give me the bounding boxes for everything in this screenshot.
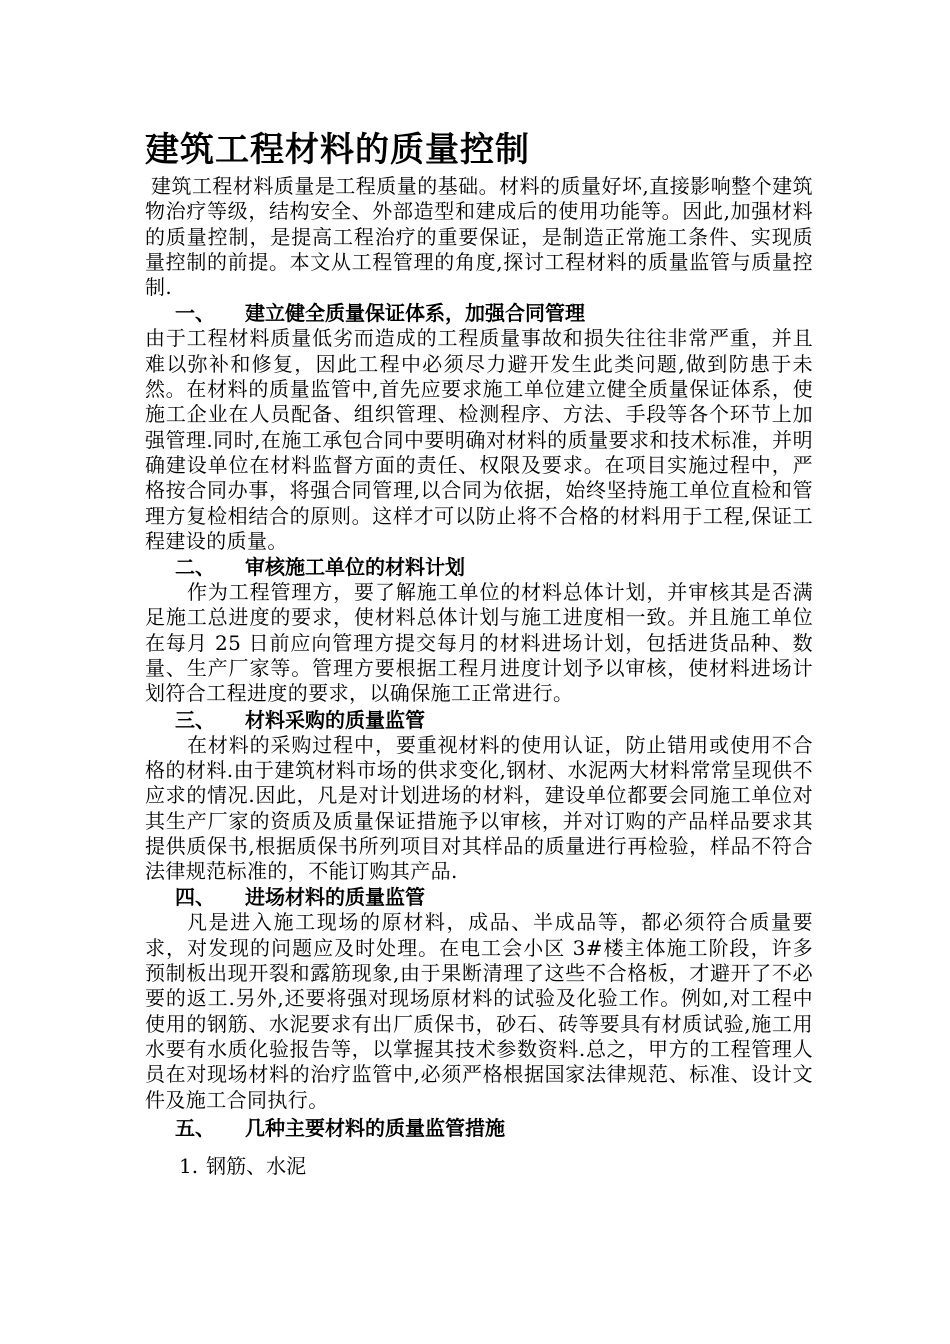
intro-paragraph: 建筑工程材料质量是工程质量的基础。材料的质量好坏,直接影响整个建筑物治疗等级，结构安全、外部造型和建成后的使用功能等。因此,加强材料的质量控制，是提高工程治疗的重要保证，是制造正常施工条件、实现质量控制的前提。本文从工程管理的角度,探讨工程材料的质量监管与质量控制. xyxy=(145,174,813,300)
subsection-number: 1. xyxy=(179,1153,199,1178)
section-body-4: 凡是进入施工现场的原材料，成品、半成品等，都必须符合质量要求，对发现的问题应及时处理。在电工会小区 3#楼主体施工阶段，许多预制板出现开裂和露筋现象,由于果断清理了这些不合格板，才避开了不必要的返工.另外,还要将强对现场原材料的试验及化验工作。例如,对工程中使用的钢筋、水泥要求有出厂质保书，砂石、砖等要具有材质试验,施工用水要有水质化验报告等，以掌握其技术参数资料.总之，甲方的工程管理人员在对现场材料的治疗监管中,必须严格根据国家法律规范、标准、设计文件及施工合同执行。 xyxy=(145,910,813,1112)
section-heading-2 xyxy=(145,554,813,580)
section-number: 四、 xyxy=(175,885,215,910)
section-body-2: 作为工程管理方，要了解施工单位的材料总体计划，并审核其是否满足施工总进度的要求，使材料总体计划与施工进度相一致。并且施工单位在每月 25 日前应向管理方提交每月的材料进场计划，包括进货品种、数量、生产厂家等。管理方要根据工程月进度计划予以审核，使材料进场计划符合工程进度的要求，以确保施工正常进行。 xyxy=(145,580,813,706)
section-number: 一、 xyxy=(175,301,215,326)
subsection-item xyxy=(145,1153,813,1179)
section-number: 五、 xyxy=(175,1115,215,1140)
document-page xyxy=(145,128,813,1179)
section-heading-1 xyxy=(145,300,813,326)
section-title: 建立健全质量保证体系，加强合同管理 xyxy=(245,301,585,326)
subsection-label: 钢筋、水泥 xyxy=(206,1153,307,1178)
section-number: 三、 xyxy=(175,707,215,732)
document-title: 建筑工程材料的质量控制 xyxy=(145,130,530,170)
section-body-3: 在材料的采购过程中，要重视材料的使用认证，防止错用或使用不合格的材料.由于建筑材料市场的供求变化,钢材、水泥两大材料常常呈现供不应求的情况.因此，凡是对计划进场的材料，建设单位都要会同施工单位对其生产厂家的资质及质量保证措施予以审核，并对订购的产品样品要求其提供质保书,根据质保书所列项目对其样品的质量进行再检验，样品不符合法律规范标准的，不能订购其产品. xyxy=(145,732,813,884)
section-heading-5 xyxy=(145,1115,813,1141)
section-heading-3 xyxy=(145,707,813,733)
section-body-1: 由于工程材料质量低劣而造成的工程质量事故和损失往往非常严重，并且难以弥补和修复，因此工程中必须尽力避开发生此类问题,做到防患于未然。在材料的质量监管中,首先应要求施工单位建立健全质量保证体系，使施工企业在人员配备、组织管理、检测程序、方法、手段等各个环节上加强管理.同时,在施工承包合同中要明确对材料的质量要求和技术标准，并明确建设单位在材料监督方面的责任、权限及要求。在项目实施过程中，严格按合同办事，将强合同管理,以合同为依据，始终坚持施工单位直检和管理方复检相结合的原则。这样才可以防止将不合格的材料用于工程,保证工程建设的质量。 xyxy=(145,326,813,553)
section-title: 几种主要材料的质量监管措施 xyxy=(245,1115,505,1140)
section-title: 进场材料的质量监管 xyxy=(245,885,425,910)
section-number: 二、 xyxy=(175,555,215,580)
section-title: 材料采购的质量监管 xyxy=(245,707,425,732)
section-heading-4 xyxy=(145,884,813,910)
section-title: 审核施工单位的材料计划 xyxy=(245,555,465,580)
